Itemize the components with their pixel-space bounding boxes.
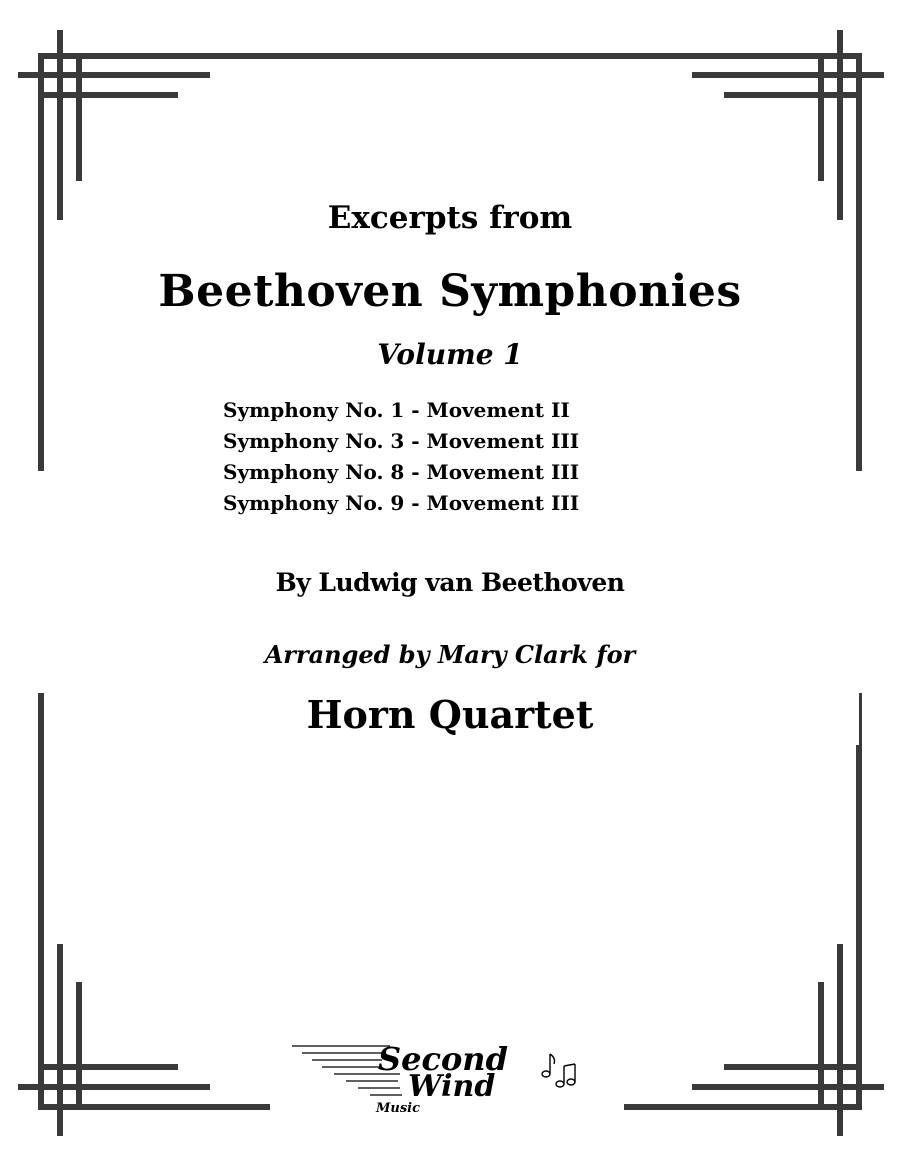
list-item: Symphony No. 3 - Movement III [223, 429, 580, 453]
composer-credit: By Ludwig van Beethoven [275, 568, 625, 597]
ensemble-title: Horn Quartet [306, 692, 594, 737]
list-item: Symphony No. 9 - Movement III [223, 491, 580, 515]
arranger-credit: Arranged by Mary Clark for [264, 640, 636, 669]
publisher-logo [290, 1038, 590, 1118]
logo-word-wind: Wind [408, 1069, 496, 1104]
page-title: Beethoven Symphonies [158, 266, 742, 317]
piece-list [223, 395, 579, 519]
list-item: Symphony No. 1 - Movement II [223, 398, 570, 422]
logo-word-music: Music [376, 1101, 421, 1116]
subtitle: Excerpts from [327, 200, 573, 236]
list-item: Symphony No. 8 - Movement III [223, 460, 580, 484]
music-notes-icon [542, 1054, 575, 1087]
volume-label: Volume 1 [377, 338, 523, 371]
logo-word-second: Second [378, 1040, 508, 1078]
